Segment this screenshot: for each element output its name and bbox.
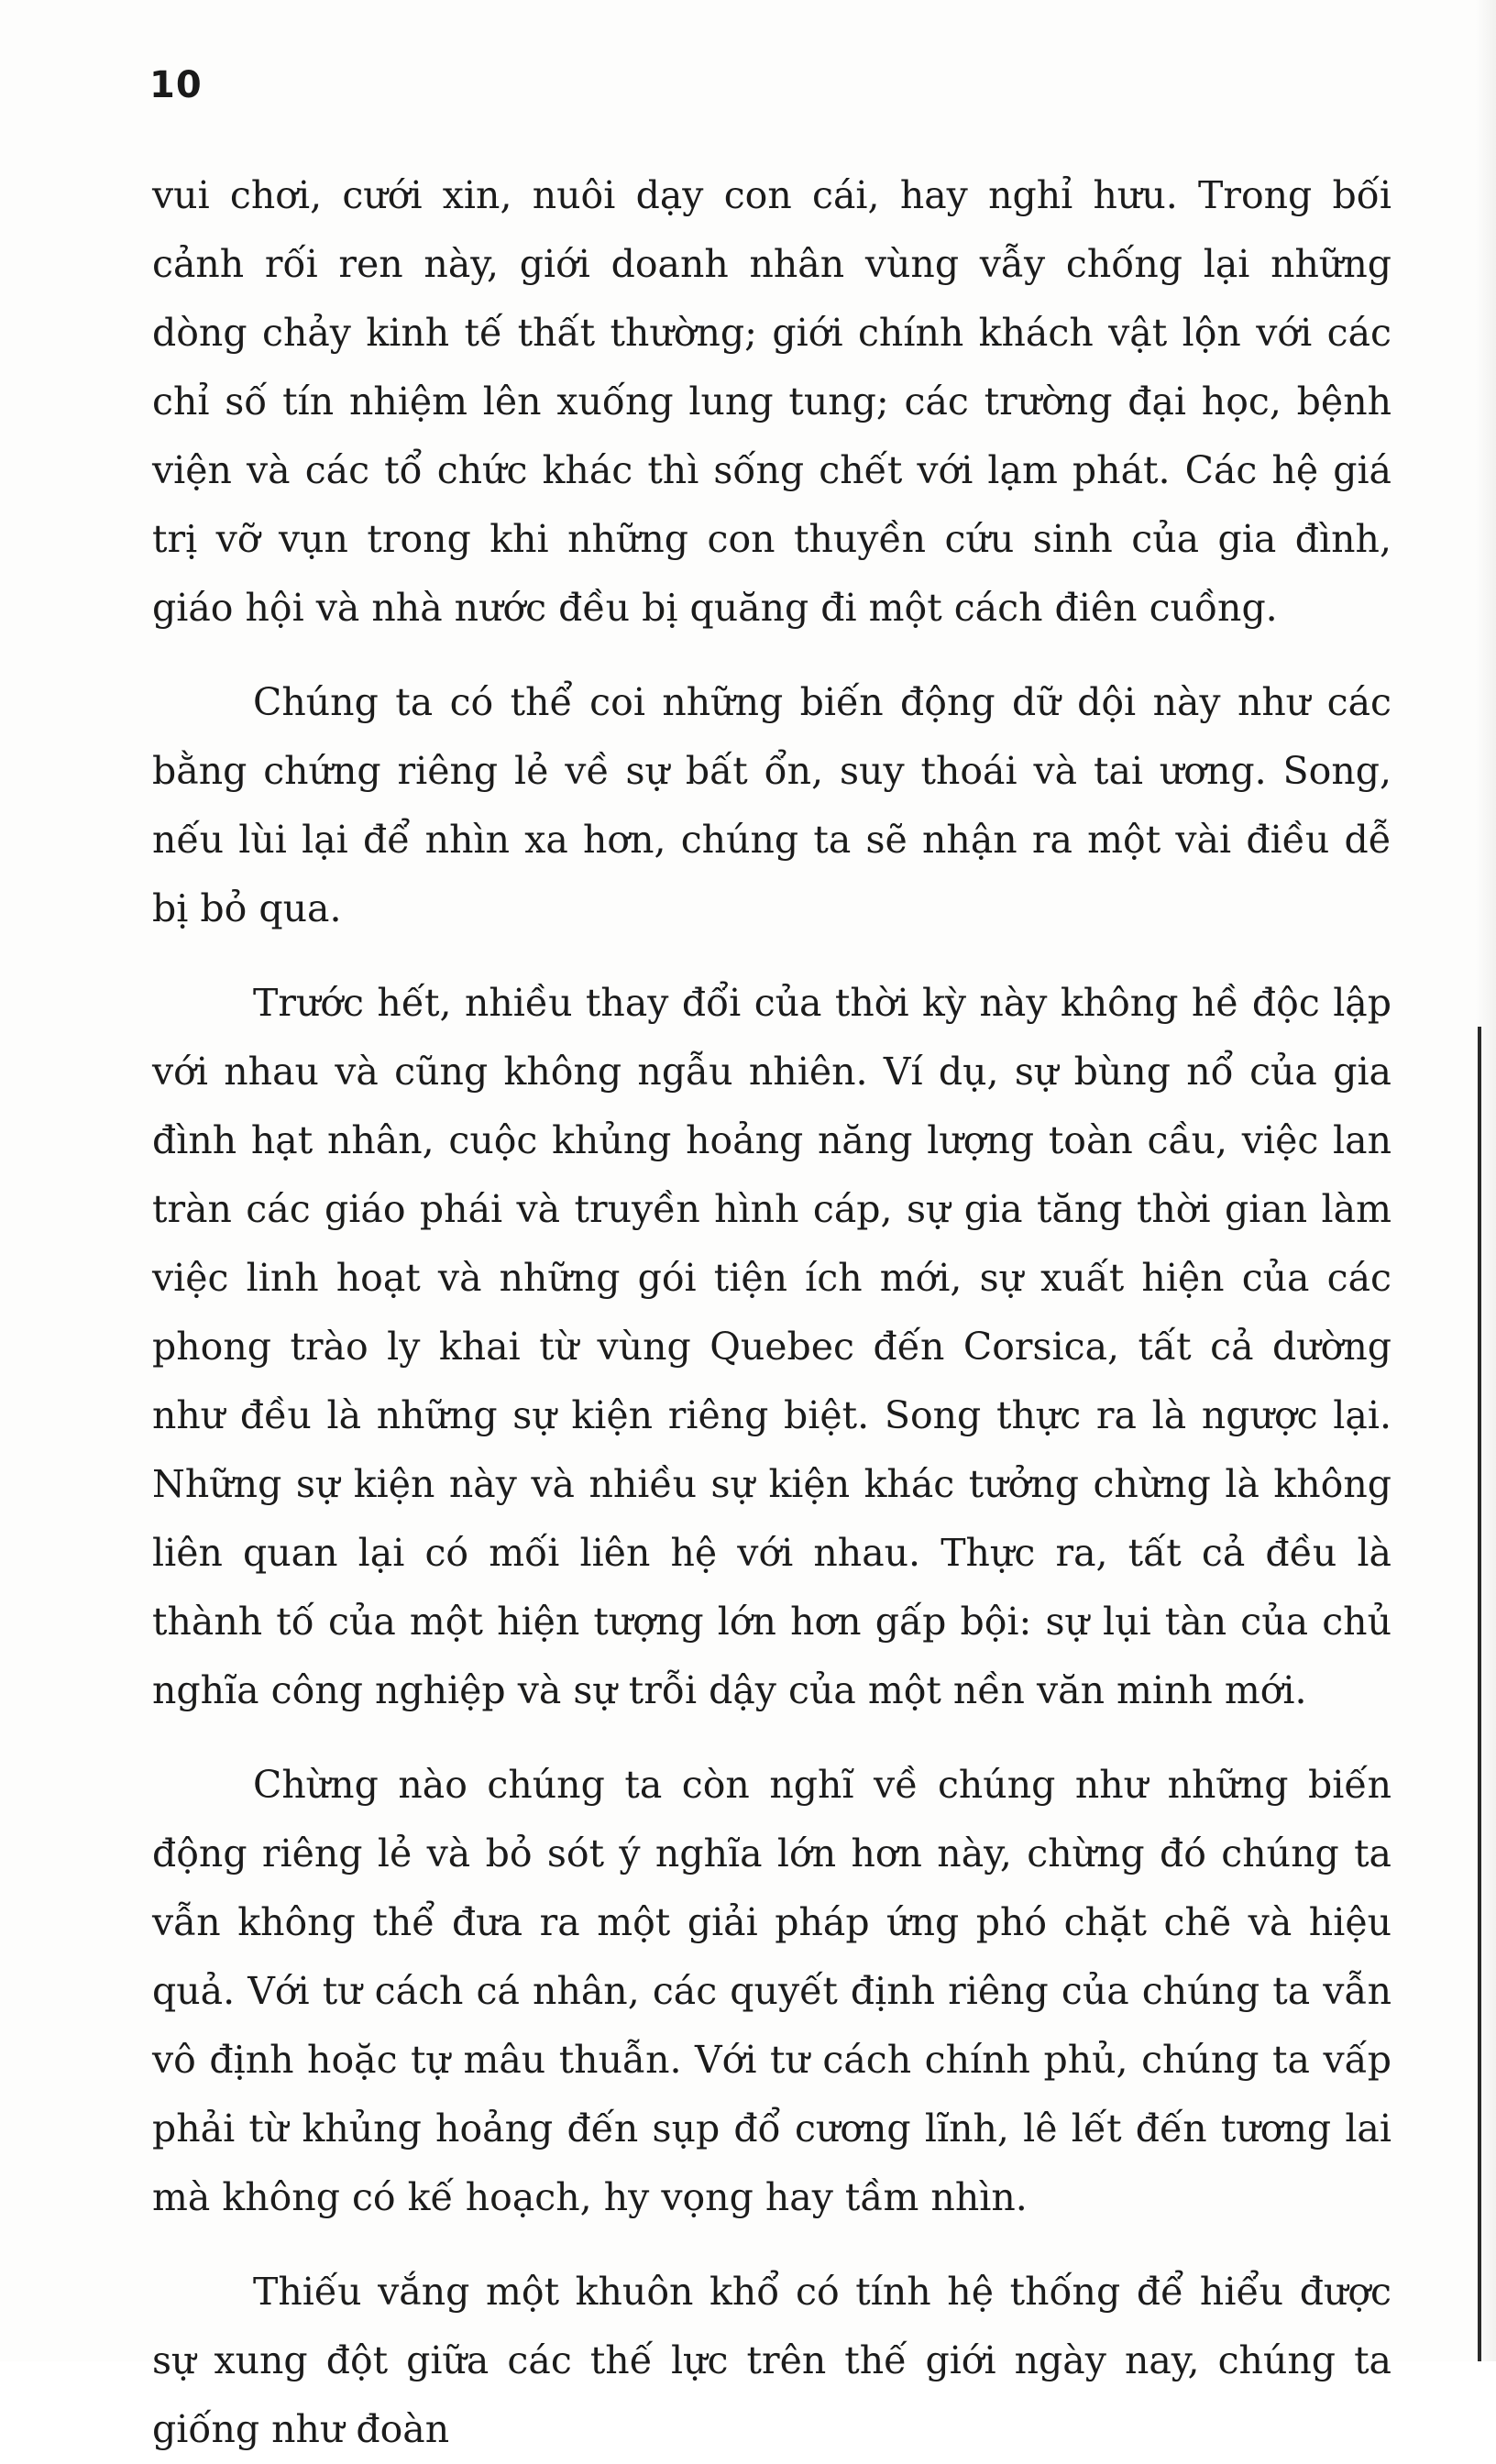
paragraph: Chúng ta có thể coi những biến động dữ dội này như các bằng chứng riêng lẻ về sự bất ổn, suy thoái và tai ương. Song, nếu lùi lại để nhìn xa hơn, chúng ta sẽ nhận ra một vài điều dễ bị bỏ qua. [152,680,1392,930]
paragraph: Trước hết, nhiều thay đổi của thời kỳ này không hề độc lập với nhau và cũng không ngẫu nhiên. Ví dụ, sự bùng nổ của gia đình hạt nhân, cuộc khủng hoảng năng lượng toàn cầu, việc lan tràn các giáo phái và truyền hình cáp, sự gia tăng thời gian làm việc linh hoạt và những gói tiện ích mới, sự xuất hiện của các phong trào ly khai từ vùng Quebec đến Corsica, tất cả dường như đều là những sự kiện riêng biệt. Song thực ra là ngược lại. Những sự kiện này và nhiều sự kiện khác tưởng chừng là không liên quan lại có mối liên hệ với nhau. Thực ra, tất cả đều là thành tố của một hiện tượng lớn hơn gấp bội: sự lụi tàn của chủ nghĩa công nghiệp và sự trỗi dậy của một nền văn minh mới. [152,981,1392,1712]
page-edge-line [1478,1027,1481,2361]
paragraph: Thiếu vắng một khuôn khổ có tính hệ thống để hiểu được sự xung đột giữa các thế lực trên thế giới ngày nay, chúng ta giống như đoàn [152,2270,1392,2451]
paragraph-continuation: vui chơi, cưới xin, nuôi dạy con cái, hay nghỉ hưu. Trong bối cảnh rối ren này, giới doanh nhân vùng vẫy chống lại những dòng chảy kinh tế thất thường; giới chính khách vật lộn với các chỉ số tín nhiệm lên xuống lung tung; các trường đại học, bệnh viện và các tổ chức khác thì sống chết với lạm phát. Các hệ giá trị vỡ vụn trong khi những con thuyền cứu sinh của gia đình, giáo hội và nhà nước đều bị quăng đi một cách điên cuồng. [152,173,1392,630]
page-number: 10 [149,64,203,106]
paragraph: Chừng nào chúng ta còn nghĩ về chúng như những biến động riêng lẻ và bỏ sót ý nghĩa lớn hơn này, chừng đó chúng ta vẫn không thể đưa ra một giải pháp ứng phó chặt chẽ và hiệu quả. Với tư cách cá nhân, các quyết định riêng của chúng ta vẫn vô định hoặc tự mâu thuẫn. Với tư cách chính phủ, chúng ta vấp phải từ khủng hoảng đến sụp đổ cương lĩnh, lê lết đến tương lai mà không có kế hoạch, hy vọng hay tầm nhìn. [152,1763,1392,2219]
text-body [152,161,1392,2464]
